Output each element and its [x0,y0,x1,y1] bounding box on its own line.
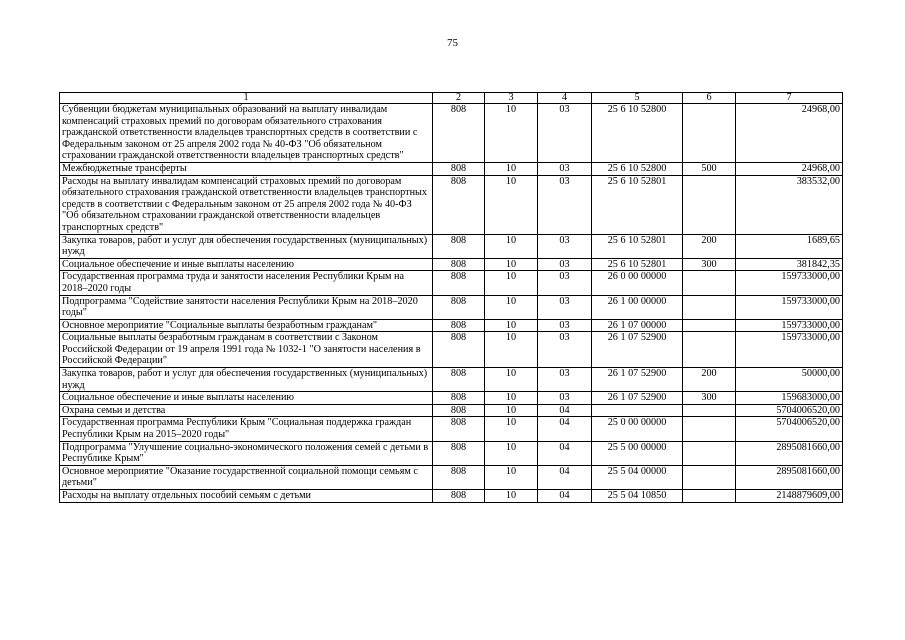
cell-name: Основное мероприятие "Оказание государственной социальной помощи семьям с детьми" [60,465,433,489]
header-col-5: 5 [592,93,683,104]
cell-amount: 159683000,00 [736,392,843,405]
cell-name: Охрана семьи и детства [60,404,433,417]
cell-target-article: 26 1 07 00000 [592,319,683,332]
cell-amount: 159733000,00 [736,271,843,295]
cell-expense-type [683,271,736,295]
cell-expense-type [683,332,736,368]
cell-expense-type [683,175,736,234]
cell-expense-type [683,417,736,441]
cell-amount: 159733000,00 [736,332,843,368]
cell-expense-type: 200 [683,234,736,258]
cell-amount: 24968,00 [736,162,843,175]
cell-section: 10 [485,104,538,163]
cell-section: 10 [485,392,538,405]
cell-subsection: 03 [538,162,592,175]
table-body [60,104,843,503]
cell-section: 10 [485,234,538,258]
cell-target-article: 26 1 07 52900 [592,368,683,392]
cell-target-article: 25 6 10 52800 [592,162,683,175]
cell-subsection: 04 [538,441,592,465]
cell-grbs: 808 [433,319,485,332]
table-row [60,271,843,295]
header-col-6: 6 [683,93,736,104]
cell-name: Социальное обеспечение и иные выплаты населению [60,392,433,405]
cell-expense-type: 300 [683,258,736,271]
cell-target-article: 26 1 07 52900 [592,392,683,405]
cell-grbs: 808 [433,368,485,392]
cell-target-article: 25 5 04 10850 [592,490,683,503]
cell-name: Основное мероприятие "Социальные выплаты безработным гражданам" [60,319,433,332]
table-row [60,258,843,271]
cell-amount: 2895081660,00 [736,441,843,465]
cell-section: 10 [485,175,538,234]
cell-expense-type: 200 [683,368,736,392]
header-col-1: 1 [60,93,433,104]
cell-section: 10 [485,332,538,368]
table-row [60,417,843,441]
cell-grbs: 808 [433,295,485,319]
page-number: 75 [447,37,458,49]
cell-expense-type [683,104,736,163]
cell-subsection: 04 [538,404,592,417]
cell-grbs: 808 [433,392,485,405]
cell-grbs: 808 [433,441,485,465]
table-row [60,175,843,234]
cell-target-article: 25 6 10 52801 [592,258,683,271]
cell-grbs: 808 [433,417,485,441]
cell-section: 10 [485,417,538,441]
table-row [60,404,843,417]
cell-grbs: 808 [433,162,485,175]
cell-name: Расходы на выплату инвалидам компенсаций страховых премий по договорам обязательного страхования гражданской ответственности владельцев транспортных средств в соответствии с Федеральным законом от 25 апреля 2002 года № 40-ФЗ "Об обязательном страховании гражданской ответственности владельцев транспортных средств" [60,175,433,234]
cell-subsection: 03 [538,368,592,392]
cell-amount: 2148879609,00 [736,490,843,503]
cell-expense-type: 300 [683,392,736,405]
cell-section: 10 [485,441,538,465]
cell-grbs: 808 [433,258,485,271]
cell-expense-type [683,319,736,332]
cell-expense-type [683,441,736,465]
header-row [60,93,843,104]
table-row [60,368,843,392]
budget-table [59,92,843,503]
table-row [60,465,843,489]
cell-amount: 5704006520,00 [736,417,843,441]
cell-target-article: 26 1 00 00000 [592,295,683,319]
cell-target-article: 26 0 00 00000 [592,271,683,295]
cell-name: Субвенции бюджетам муниципальных образований на выплату инвалидам компенсаций страховых премий по договорам обязательного страхования гражданской ответственности владельцев транспортных средств в соответствии с Федеральным законом от 25 апреля 2002 года № 40-ФЗ "Об обязательном страховании гражданской ответственности владельцев транспортных средств" [60,104,433,163]
cell-grbs: 808 [433,465,485,489]
cell-name: Межбюджетные трансферты [60,162,433,175]
cell-amount: 5704006520,00 [736,404,843,417]
header-col-7: 7 [736,93,843,104]
header-col-4: 4 [538,93,592,104]
table-row [60,332,843,368]
cell-section: 10 [485,258,538,271]
cell-grbs: 808 [433,104,485,163]
cell-subsection: 03 [538,258,592,271]
cell-grbs: 808 [433,234,485,258]
cell-name: Закупка товаров, работ и услуг для обеспечения государственных (муниципальных) нужд [60,368,433,392]
cell-subsection: 03 [538,295,592,319]
cell-subsection: 03 [538,175,592,234]
table-row [60,162,843,175]
cell-name: Государственная программа труда и занятости населения Республики Крым на 2018–2020 годы [60,271,433,295]
header-col-3: 3 [485,93,538,104]
cell-section: 10 [485,465,538,489]
cell-name: Закупка товаров, работ и услуг для обеспечения государственных (муниципальных) нужд [60,234,433,258]
cell-expense-type [683,490,736,503]
cell-subsection: 03 [538,392,592,405]
cell-subsection: 04 [538,465,592,489]
cell-target-article [592,404,683,417]
cell-section: 10 [485,162,538,175]
cell-name: Социальное обеспечение и иные выплаты населению [60,258,433,271]
cell-subsection: 04 [538,490,592,503]
cell-grbs: 808 [433,490,485,503]
cell-amount: 159733000,00 [736,295,843,319]
cell-expense-type [683,465,736,489]
cell-name: Расходы на выплату отдельных пособий семьям с детьми [60,490,433,503]
cell-expense-type: 500 [683,162,736,175]
cell-target-article: 25 0 00 00000 [592,417,683,441]
table-row [60,295,843,319]
cell-section: 10 [485,490,538,503]
cell-expense-type [683,404,736,417]
header-col-2: 2 [433,93,485,104]
cell-subsection: 03 [538,271,592,295]
cell-amount: 159733000,00 [736,319,843,332]
cell-name: Подпрограмма "Улучшение социально-экономического положения семей с детьми в Республике Крым" [60,441,433,465]
cell-amount: 24968,00 [736,104,843,163]
cell-name: Социальные выплаты безработным гражданам в соответствии с Законом Российской Федерации от 19 апреля 1991 года № 1032-1 "О занятости населения в Российской Федерации" [60,332,433,368]
cell-target-article: 25 6 10 52801 [592,234,683,258]
cell-subsection: 03 [538,319,592,332]
cell-expense-type [683,295,736,319]
cell-grbs: 808 [433,271,485,295]
table-row [60,490,843,503]
cell-target-article: 25 6 10 52800 [592,104,683,163]
cell-name: Подпрограмма "Содействие занятости населения Республики Крым на 2018–2020 годы" [60,295,433,319]
cell-section: 10 [485,404,538,417]
cell-grbs: 808 [433,332,485,368]
table-row [60,441,843,465]
cell-subsection: 04 [538,417,592,441]
cell-subsection: 03 [538,104,592,163]
table-row [60,319,843,332]
cell-amount: 1689,65 [736,234,843,258]
table-row [60,234,843,258]
cell-section: 10 [485,368,538,392]
cell-amount: 383532,00 [736,175,843,234]
cell-target-article: 25 5 04 00000 [592,465,683,489]
cell-name: Государственная программа Республики Крым "Социальная поддержка граждан Республики Крым на 2015–2020 годы" [60,417,433,441]
cell-grbs: 808 [433,404,485,417]
cell-target-article: 26 1 07 52900 [592,332,683,368]
cell-amount: 2895081660,00 [736,465,843,489]
cell-subsection: 03 [538,332,592,368]
cell-section: 10 [485,295,538,319]
cell-grbs: 808 [433,175,485,234]
cell-section: 10 [485,319,538,332]
cell-subsection: 03 [538,234,592,258]
cell-section: 10 [485,271,538,295]
cell-target-article: 25 5 00 00000 [592,441,683,465]
cell-target-article: 25 6 10 52801 [592,175,683,234]
table-row [60,392,843,405]
cell-amount: 381842,35 [736,258,843,271]
table-row [60,104,843,163]
cell-amount: 50000,00 [736,368,843,392]
